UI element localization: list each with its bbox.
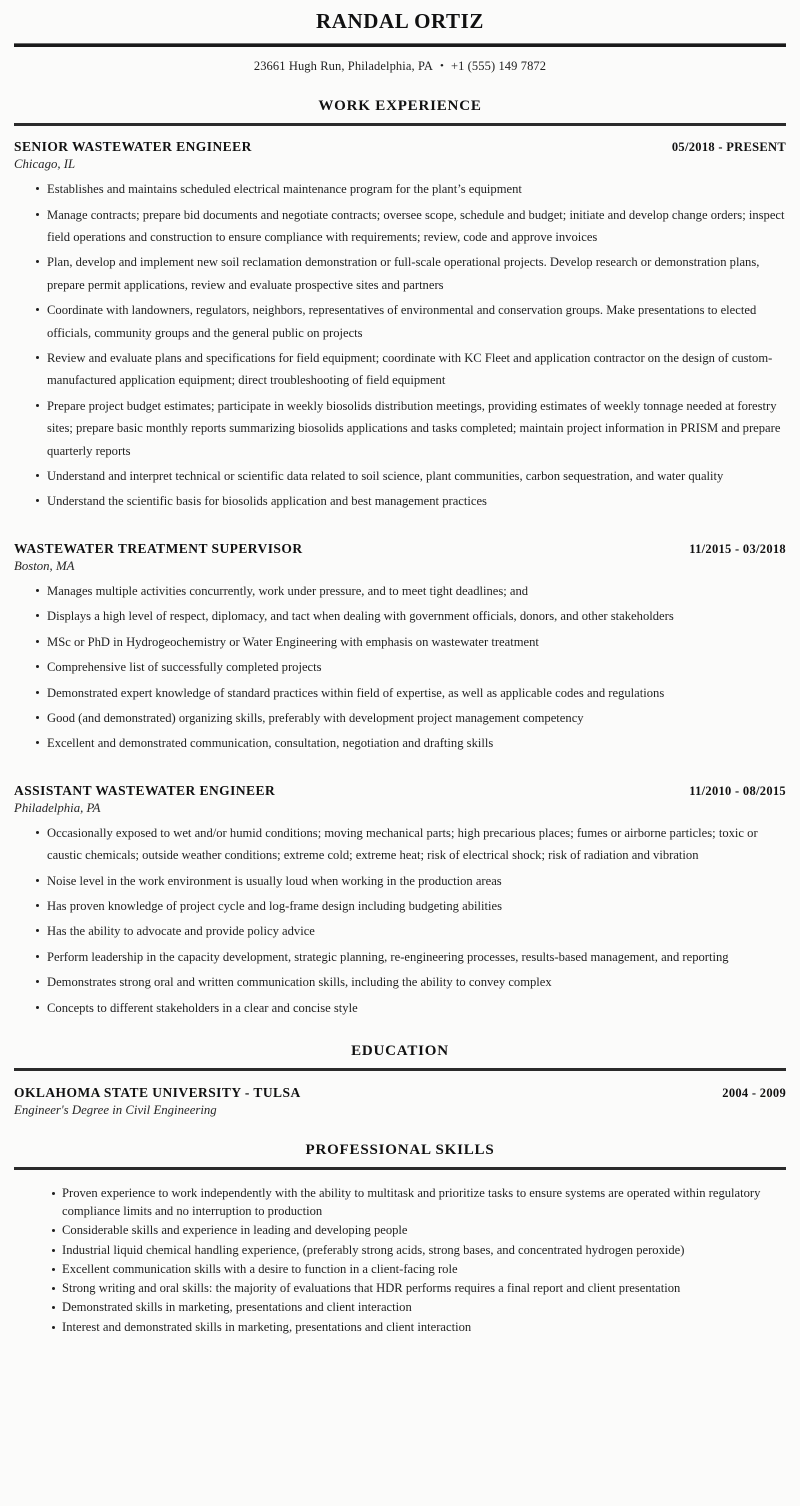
job-title: ASSISTANT WASTEWATER ENGINEER: [14, 782, 276, 798]
job-bullet: Has proven knowledge of project cycle and log-frame design including budgeting abilities: [14, 895, 786, 917]
job-bullet-list: [14, 822, 786, 1019]
section-divider-skills: [14, 1167, 786, 1170]
job-bullet: Manage contracts; prepare bid documents and negotiate contracts; oversee scope, schedule and budget; initiate and develop change orders; inspect field operations and construction to ensure compliance with requirements; review, code and approve invoices: [14, 204, 786, 249]
job-date-range: 05/2018 - PRESENT: [671, 140, 786, 155]
skill-item: Demonstrated skills in marketing, presentations and client interaction: [14, 1298, 786, 1316]
job-bullet: Understand the scientific basis for biosolids application and best management practices: [14, 490, 786, 512]
job-bullet: Displays a high level of respect, diplomacy, and tact when dealing with government officials, donors, and other stakeholders: [14, 605, 786, 627]
skills-list: [14, 1184, 786, 1336]
contact-address: 23661 Hugh Run, Philadelphia, PA: [253, 59, 433, 74]
job-bullet: Plan, develop and implement new soil reclamation demonstration or full-scale operational projects. Develop research or demonstration plans, prepare permit applications, review and evaluate prospective sites and partners: [14, 251, 786, 296]
skill-item: Proven experience to work independently with the ability to multitask and prioritize tasks to ensure systems are operated within regulatory compliance limits and no interruption to production: [14, 1184, 786, 1221]
job-bullet: Concepts to different stakeholders in a clear and concise style: [14, 997, 786, 1019]
education-degree: Engineer's Degree in Civil Engineering: [14, 1102, 217, 1117]
education-header: [14, 1085, 786, 1101]
candidate-name: RANDAL ORTIZ: [315, 9, 485, 33]
section-education: [14, 1043, 786, 1118]
job-bullet: Demonstrated expert knowledge of standard practices within field of expertise, as well as applicable codes and regulations: [14, 682, 786, 704]
job-location: Boston, MA: [14, 558, 75, 573]
education-date-range: 2004 - 2009: [722, 1085, 786, 1100]
contact-line: [14, 47, 786, 74]
job-bullet: Understand and interpret technical or scientific data related to soil science, plant communities, carbon sequestration, and water quality: [14, 465, 786, 487]
job-header: [14, 139, 786, 155]
job-title: SENIOR WASTEWATER ENGINEER: [14, 139, 252, 155]
job-bullet: MSc or PhD in Hydrogeochemistry or Water Engineering with emphasis on wastewater treatment: [14, 631, 786, 653]
education-school: OKLAHOMA STATE UNIVERSITY - TULSA: [14, 1084, 301, 1100]
job-bullet: Perform leadership in the capacity development, strategic planning, re-engineering processes, results-based management, and reporting: [14, 946, 786, 968]
skill-item: Strong writing and oral skills: the majority of evaluations that HDR performs requires a final report and client presentation: [14, 1279, 786, 1297]
job-entry: [14, 541, 786, 755]
job-bullet: Comprehensive list of successfully completed projects: [14, 656, 786, 678]
job-bullet-list: [14, 580, 786, 755]
section-work-experience: [14, 98, 786, 1019]
job-bullet: Review and evaluate plans and specifications for field equipment; coordinate with KC Fleet and application contractor on the design of custom-manufactured application equipment; direct troubleshooting of field equipment: [14, 347, 786, 392]
job-location: Chicago, IL: [14, 157, 76, 172]
job-bullet: Excellent and demonstrated communication, consultation, negotiation and drafting skills: [14, 732, 786, 754]
job-bullet: Noise level in the work environment is usually loud when working in the production areas: [14, 870, 786, 892]
section-title-education: EDUCATION: [351, 1042, 449, 1059]
job-header: [14, 541, 786, 557]
job-title: WASTEWATER TREATMENT SUPERVISOR: [14, 540, 303, 556]
skill-item: Considerable skills and experience in leading and developing people: [14, 1221, 786, 1239]
job-bullet: Coordinate with landowners, regulators, neighbors, representatives of environmental and conservation groups. Make presentations to elected officials, community groups and the general public on projects: [14, 299, 786, 344]
job-bullet: Good (and demonstrated) organizing skills, preferably with development project management competency: [14, 707, 786, 729]
job-bullet: Occasionally exposed to wet and/or humid conditions; moving mechanical parts; high precarious places; fumes or airborne particles; toxic or caustic chemicals; outside weather conditions; extreme cold; extreme heat; risk of electrical shock; risk of radiation and vibration: [14, 822, 786, 867]
section-divider-education: [14, 1068, 786, 1071]
resume-header: [14, 0, 786, 74]
job-entry: [14, 139, 786, 513]
job-bullet: Establishes and maintains scheduled electrical maintenance program for the plant’s equipment: [14, 178, 786, 200]
education-entry: [14, 1085, 786, 1118]
job-location: Philadelphia, PA: [14, 800, 101, 815]
job-date-range: 11/2015 - 03/2018: [689, 541, 786, 556]
job-bullet-list: [14, 178, 786, 513]
job-entry: [14, 783, 786, 1019]
skill-item: Interest and demonstrated skills in marketing, presentations and client interaction: [14, 1318, 786, 1336]
skill-item: Excellent communication skills with a desire to function in a client-facing role: [14, 1260, 786, 1278]
job-bullet: Demonstrates strong oral and written communication skills, including the ability to convey complex: [14, 971, 786, 993]
job-header: [14, 783, 786, 799]
section-professional-skills: [14, 1142, 786, 1336]
section-title-professional-skills: PROFESSIONAL SKILLS: [305, 1141, 495, 1158]
contact-phone: +1 (555) 149 7872: [450, 59, 547, 74]
contact-separator-dot: •: [439, 60, 444, 73]
job-date-range: 11/2010 - 08/2015: [689, 783, 786, 798]
skill-item: Industrial liquid chemical handling experience, (preferably strong acids, strong bases, and concentrated hydrogen peroxide): [14, 1241, 786, 1259]
job-bullet: Manages multiple activities concurrently, work under pressure, and to meet tight deadlines; and: [14, 580, 786, 602]
job-bullet: Prepare project budget estimates; participate in weekly biosolids distribution meetings, providing estimates of weekly tonnage needed at forestry sites; prepare basic monthly reports summarizing biosolids applications and tasks completed; maintain project information in PRISM and prepare quarterly reports: [14, 395, 786, 462]
job-bullet: Has the ability to advocate and provide policy advice: [14, 920, 786, 942]
section-divider-work: [14, 123, 786, 126]
section-title-work-experience: WORK EXPERIENCE: [318, 98, 482, 115]
